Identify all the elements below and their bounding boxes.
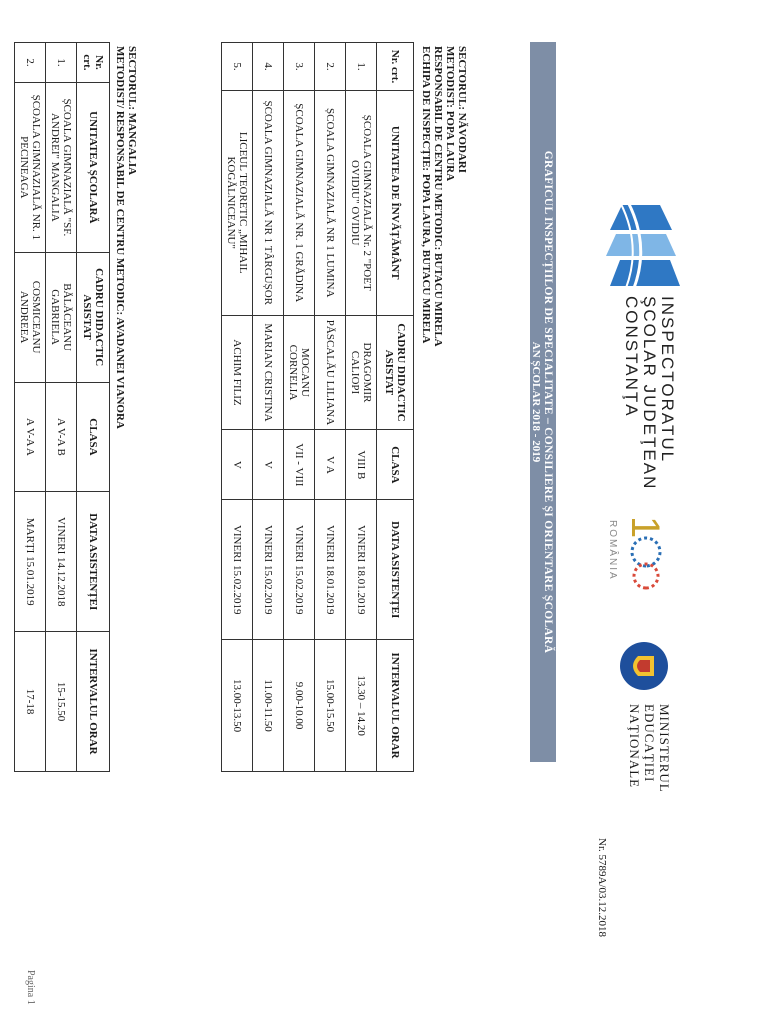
cell-unit: ȘCOALA GIMNAZIALĂ NR. 1 GRĂDINA	[284, 90, 315, 315]
cell-date: VINERI 14.12.2018	[46, 492, 77, 632]
cell-teacher: DRAGOMIR CALIOPI	[346, 315, 377, 430]
cell-nr: 2.	[315, 43, 346, 91]
methodist-name: METODIST: POPA LAURA	[444, 46, 456, 182]
cell-date: MARȚI 15.01.2019	[15, 492, 46, 632]
inspectorat-line-3: CONSTANŢA	[622, 296, 641, 418]
cell-class: V	[222, 430, 253, 500]
cell-teacher: MOCANU CORNELIA	[284, 315, 315, 430]
table-row	[253, 43, 284, 772]
header-date: DATA ASISTENȚEI	[77, 492, 110, 632]
cell-unit: ȘCOALA GIMNAZIALĂ NR 1 TÂRGUȘOR	[253, 90, 284, 315]
cell-interval: 17-18	[15, 632, 46, 772]
ministry-line-3: NAŢIONALE	[627, 704, 642, 789]
svg-text:1: 1	[623, 516, 667, 539]
cell-nr: 2.	[15, 43, 46, 83]
cell-teacher: BĂLĂCEANU GABRIELA	[46, 252, 77, 382]
cell-date: VINERI 15.02.2019	[253, 500, 284, 640]
inspectorat-logo-icon	[602, 200, 680, 290]
cell-date: VINERI 18.01.2019	[346, 500, 377, 640]
cell-class: V A	[315, 430, 346, 500]
header-nr: Nr. crt.	[77, 43, 110, 83]
cell-unit: ȘCOALA GIMNAZIALĂ Nr. 2 "POET OVIDIU" OVIDIU	[346, 90, 377, 315]
table-row	[222, 43, 253, 772]
table-row	[46, 43, 77, 772]
cell-class: VIII B	[346, 430, 377, 500]
table-row	[284, 43, 315, 772]
cell-interval: 15-15.50	[46, 632, 77, 772]
government-crest-icon	[614, 640, 672, 692]
cell-nr: 4.	[253, 43, 284, 91]
cell-nr: 5.	[222, 43, 253, 91]
header-interval: INTERVALUL ORAR	[377, 640, 414, 772]
table-row	[346, 43, 377, 772]
header-unit: UNITATEA DE ÎNVĂȚĂMÂNT	[377, 90, 414, 315]
cell-interval: 15.00-15.50	[315, 640, 346, 772]
header-unit: UNITATEA ȘCOLARĂ	[77, 82, 110, 252]
registration-number: Nr. 5789A/03.12.2018	[596, 838, 608, 937]
cell-interval: 11.00-11.50	[253, 640, 284, 772]
header-teacher: CADRU DIDACTIC ASISTAT	[377, 315, 414, 430]
cell-class: A V-A A	[15, 382, 46, 492]
cell-nr: 3.	[284, 43, 315, 91]
cell-unit: LICEUL TEORETIC „MIHAIL KOGĂLNICEANU"	[222, 90, 253, 315]
school-year: AN ȘCOLAR 2018 - 2019	[530, 341, 542, 463]
methodist-name: METODIST/ RESPONSABIL DE CENTRU METODIC: AVADANEI VIANORA	[114, 46, 126, 429]
cell-interval: 13.00-13.50	[222, 640, 253, 772]
header-class: CLASA	[77, 382, 110, 492]
cell-date: VINERI 18.01.2019	[315, 500, 346, 640]
cell-date: VINERI 15.02.2019	[284, 500, 315, 640]
cell-unit: ȘCOALA GIMNAZIALĂ NR 1 LUMINA	[315, 90, 346, 315]
cell-class: V	[253, 430, 284, 500]
cell-class: A V-A B	[46, 382, 77, 492]
cell-interval: 9.00-10.00	[284, 640, 315, 772]
page-number: Pagina 1	[25, 970, 36, 1005]
header-teacher: CADRU DIDACTIC ASISTAT	[77, 252, 110, 382]
cell-nr: 1.	[46, 43, 77, 83]
sector-name: SECTORUL: MANGALIA	[126, 46, 138, 176]
cell-unit: ȘCOALA GIMNAZIALĂ "SF. ANDREI" MANGALIA	[46, 82, 77, 252]
cell-class: VII - VIII	[284, 430, 315, 500]
inspectorat-line-1: INSPECTORATUL	[658, 296, 677, 464]
cell-teacher: MARIAN CRISTINA	[253, 315, 284, 430]
romania-label: ROMÂNIA	[607, 520, 618, 581]
header-date: DATA ASISTENȚEI	[377, 500, 414, 640]
cell-unit: ȘCOALA GIMNAZIALĂ NR. 1 PECINEAGA	[15, 82, 46, 252]
ministry-line-2: EDUCAŢIEI	[642, 704, 657, 783]
header-class: CLASA	[377, 430, 414, 500]
cell-nr: 1.	[346, 43, 377, 91]
sector-mangalia-info	[114, 46, 138, 429]
table-row	[315, 43, 346, 772]
table-row	[15, 43, 46, 772]
inspectorat-name	[622, 296, 676, 490]
sector-navodari-info	[420, 46, 468, 347]
mangalia-schedule-table	[14, 42, 110, 772]
cell-teacher: PĂSCALĂU LILIANA	[315, 315, 346, 430]
cell-teacher: ACHIM FILIZ	[222, 315, 253, 430]
cell-interval: 13.30 – 14.20	[346, 640, 377, 772]
center-responsible: RESPONSABIL DE CENTRU METODIC: BUTACU MIRELA	[432, 46, 444, 347]
ministry-name	[627, 704, 672, 793]
table-header-row	[77, 43, 110, 772]
document-title: GRAFICUL INSPECȚIILOR DE SPECIALITATE – CONSILIERE ȘI ORIENTARE ȘCOLARĂ	[542, 150, 554, 654]
navodari-schedule-table	[221, 42, 414, 772]
ministry-line-1: MINISTERUL	[657, 704, 672, 793]
table-header-row	[377, 43, 414, 772]
header-nr: Nr. crt.	[377, 43, 414, 91]
header-interval: INTERVALUL ORAR	[77, 632, 110, 772]
inspection-team: ECHIPA DE INSPECȚIE: POPA LAURA, BUTACU MIRELA	[420, 46, 432, 344]
inspectorat-line-2: ŞCOLAR JUDEŢEAN	[640, 296, 659, 491]
sector-name: SECTORUL: NĂVODARI	[456, 46, 468, 174]
cell-teacher: COSMICEANU ANDREEA	[15, 252, 46, 382]
cell-date: VINERI 15.02.2019	[222, 500, 253, 640]
